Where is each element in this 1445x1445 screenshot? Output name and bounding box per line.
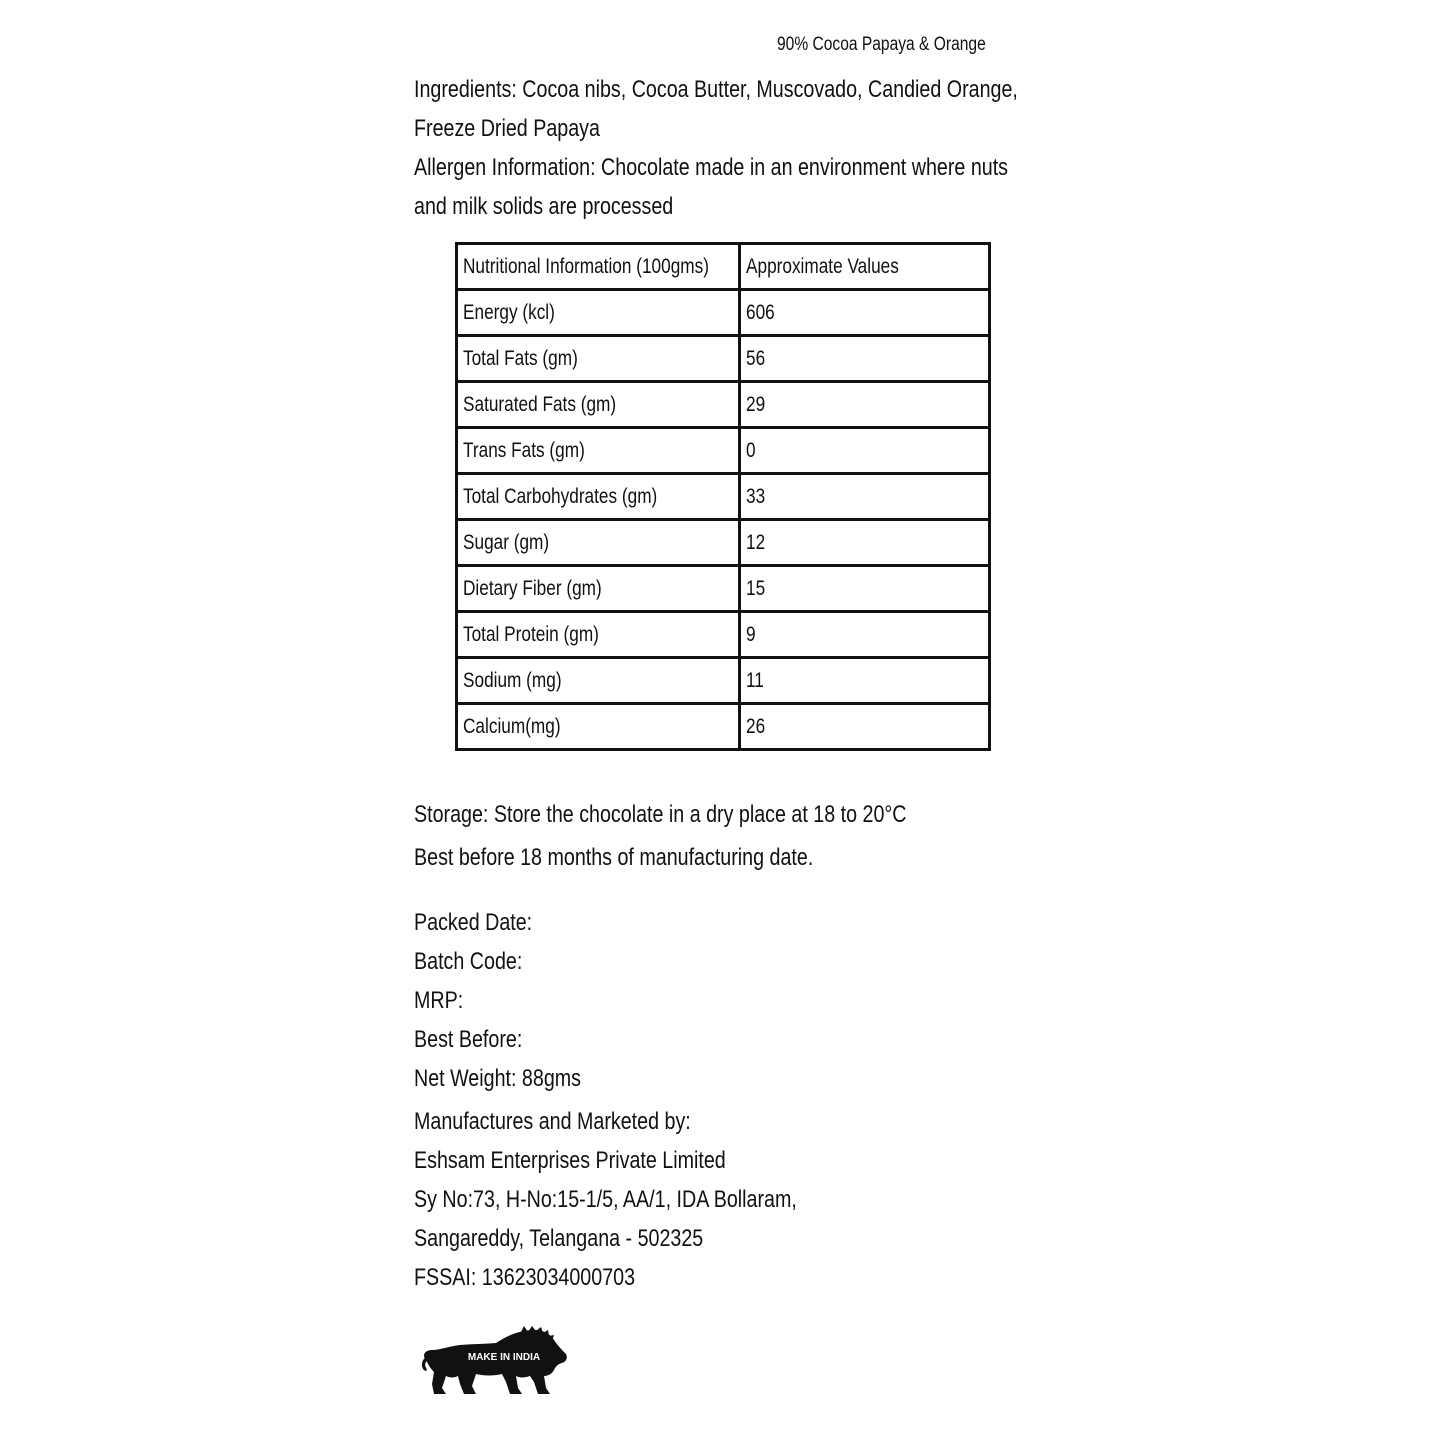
manufacturer-name: Eshsam Enterprises Private Limited — [414, 1147, 726, 1174]
nutrient-name: Calcium(mg) — [457, 704, 740, 750]
nutrient-value: 606 — [740, 290, 990, 336]
nutrient-name: Total Fats (gm) — [457, 336, 740, 382]
storage-text: Storage: Store the chocolate in a dry place at 18 to 20°C — [414, 801, 907, 828]
nutrient-name: Saturated Fats (gm) — [457, 382, 740, 428]
manufacturer-address-line1: Sy No:73, H-No:15-1/5, AA/1, IDA Bollaram, — [414, 1186, 797, 1213]
table-row — [457, 474, 990, 520]
table-row — [457, 658, 990, 704]
nutrient-name: Sugar (gm) — [457, 520, 740, 566]
table-row — [457, 566, 990, 612]
nutrient-value: 9 — [740, 612, 990, 658]
nutrient-value: 11 — [740, 658, 990, 704]
table-row — [457, 336, 990, 382]
table-row — [457, 290, 990, 336]
table-row — [457, 428, 990, 474]
manufacturer-address-line2: Sangareddy, Telangana - 502325 — [414, 1225, 704, 1252]
nutrient-value: 33 — [740, 474, 990, 520]
best-before-label: Best Before: — [414, 1026, 523, 1053]
table-row — [457, 382, 990, 428]
allergen-text: Allergen Information: Chocolate made in an environment where nuts and milk solids are processed — [414, 154, 1009, 220]
batch-code-label: Batch Code: — [414, 948, 523, 975]
nutrient-value: 15 — [740, 566, 990, 612]
table-row — [457, 612, 990, 658]
nutrient-value: 0 — [740, 428, 990, 474]
nutrient-value: 56 — [740, 336, 990, 382]
best-before-note: Best before 18 months of manufacturing date. — [414, 844, 814, 871]
nutrition-table — [455, 242, 991, 751]
table-header-cell: Approximate Values — [740, 244, 990, 290]
svg-text:MAKE IN INDIA: MAKE IN INDIA — [467, 1352, 541, 1363]
table-row — [457, 520, 990, 566]
table-row — [457, 704, 990, 750]
fssai-number: FSSAI: 13623034000703 — [414, 1264, 636, 1291]
table-header-row — [457, 244, 990, 290]
net-weight-label: Net Weight: 88gms — [414, 1065, 581, 1092]
nutrient-name: Dietary Fiber (gm) — [457, 566, 740, 612]
manufacturer-heading: Manufactures and Marketed by: — [414, 1108, 691, 1135]
nutrient-value: 26 — [740, 704, 990, 750]
mrp-label: MRP: — [414, 987, 464, 1014]
table-header-cell: Nutritional Information (100gms) — [457, 244, 740, 290]
nutrient-name: Total Protein (gm) — [457, 612, 740, 658]
nutrient-value: 29 — [740, 382, 990, 428]
nutrient-name: Trans Fats (gm) — [457, 428, 740, 474]
nutrient-value: 12 — [740, 520, 990, 566]
make-in-india-lion-logo — [420, 1326, 568, 1398]
nutrient-name: Total Carbohydrates (gm) — [457, 474, 740, 520]
ingredients-text: Ingredients: Cocoa nibs, Cocoa Butter, Muscovado, Candied Orange, Freeze Dried Papaya — [414, 76, 1018, 142]
nutrient-name: Energy (kcl) — [457, 290, 740, 336]
product-title: 90% Cocoa Papaya & Orange — [777, 34, 986, 55]
nutrient-name: Sodium (mg) — [457, 658, 740, 704]
packed-date-label: Packed Date: — [414, 909, 533, 936]
